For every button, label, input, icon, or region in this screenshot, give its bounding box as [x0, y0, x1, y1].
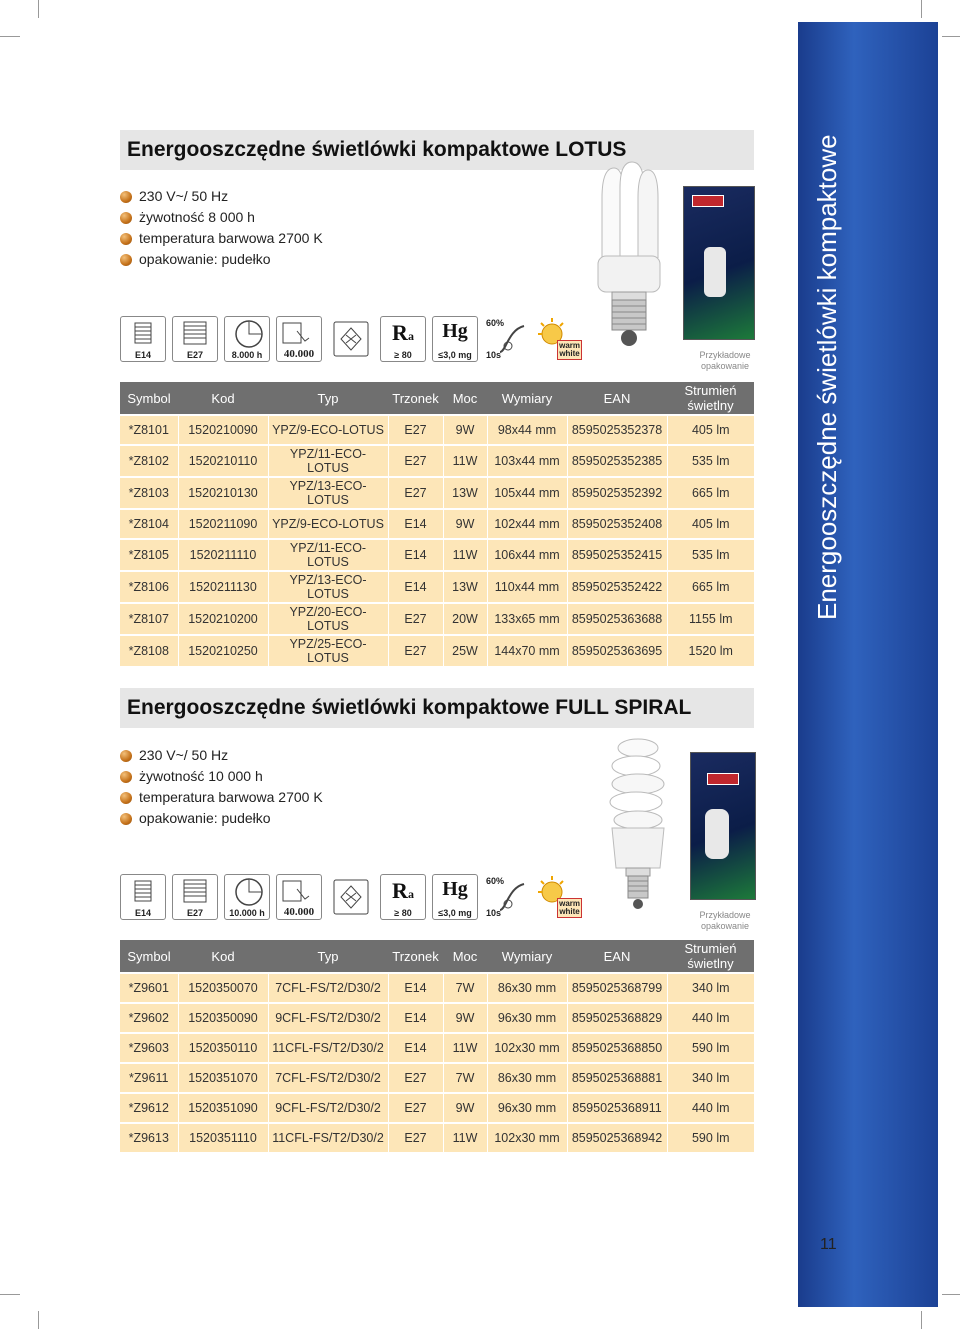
switch-cycles-icon: 40.000 — [276, 316, 322, 362]
table-cell: YPZ/13-ECO-LOTUS — [268, 571, 388, 603]
table-cell: *Z9602 — [120, 1003, 178, 1033]
e14-socket-icon: E14 — [120, 316, 166, 362]
table-cell: *Z8106 — [120, 571, 178, 603]
table-cell: *Z8105 — [120, 539, 178, 571]
table-cell: 13W — [443, 571, 487, 603]
table-row — [120, 539, 754, 571]
ra-index-icon: Ra ≥ 80 — [380, 316, 426, 362]
e27-socket-icon: E27 — [172, 874, 218, 920]
table-cell: 20W — [443, 603, 487, 635]
bullet-text: 230 V~/ 50 Hz — [139, 747, 229, 763]
list-item — [120, 186, 323, 207]
column-header: Kod — [178, 382, 268, 415]
bullet-text: 230 V~/ 50 Hz — [139, 188, 229, 204]
table-cell: 106x44 mm — [487, 539, 567, 571]
table-cell: 9CFL-FS/T2/D30/2 — [268, 1093, 388, 1123]
table-cell: 98x44 mm — [487, 415, 567, 445]
table-cell: E27 — [388, 1123, 443, 1152]
table-cell: YPZ/9-ECO-LOTUS — [268, 415, 388, 445]
table-row — [120, 1123, 754, 1152]
table-cell: 590 lm — [667, 1033, 754, 1063]
table-cell: 11CFL-FS/T2/D30/2 — [268, 1033, 388, 1063]
table-cell: 8595025368942 — [567, 1123, 667, 1152]
table-cell: 13W — [443, 477, 487, 509]
lotus-title: Energooszczędne świetlówki kompaktowe LOTUS — [120, 130, 754, 170]
crop-mark — [0, 1294, 20, 1295]
table-cell: *Z9613 — [120, 1123, 178, 1152]
table-cell: 8595025368829 — [567, 1003, 667, 1033]
table-cell: 1520211090 — [178, 509, 268, 539]
table-cell: 86x30 mm — [487, 1063, 567, 1093]
spiral-bullets — [120, 745, 323, 829]
table-header-row — [120, 382, 754, 415]
table-cell: 535 lm — [667, 445, 754, 477]
list-item — [120, 207, 323, 228]
crop-mark — [942, 1294, 960, 1295]
table-cell: 102x30 mm — [487, 1033, 567, 1063]
table-cell: *Z8104 — [120, 509, 178, 539]
table-cell: 8595025352392 — [567, 477, 667, 509]
table-row — [120, 445, 754, 477]
spiral-table-body — [120, 973, 754, 1152]
column-header: Trzonek — [388, 382, 443, 415]
column-header: Symbol — [120, 382, 178, 415]
table-cell: 25W — [443, 635, 487, 666]
bullet-text: opakowanie: pudełko — [139, 251, 271, 267]
table-cell: *Z8108 — [120, 635, 178, 666]
column-header: Wymiary — [487, 940, 567, 973]
table-cell: E27 — [388, 603, 443, 635]
table-row — [120, 571, 754, 603]
bullet-icon — [120, 212, 132, 224]
packaging-caption: Przykładowe opakowanie — [699, 350, 751, 371]
table-cell: 1520 lm — [667, 635, 754, 666]
warmup-diamond-icon — [328, 874, 374, 920]
table-cell: *Z9601 — [120, 973, 178, 1003]
table-cell: 103x44 mm — [487, 445, 567, 477]
table-cell: 535 lm — [667, 539, 754, 571]
bullet-text: temperatura barwowa 2700 K — [139, 789, 323, 805]
crop-mark — [0, 36, 20, 37]
table-row — [120, 1033, 754, 1063]
table-row — [120, 477, 754, 509]
table-cell: 440 lm — [667, 1003, 754, 1033]
table-cell: 1520350110 — [178, 1033, 268, 1063]
table-cell: YPZ/25-ECO-LOTUS — [268, 635, 388, 666]
table-cell: 1520351110 — [178, 1123, 268, 1152]
table-row — [120, 509, 754, 539]
side-title: Energooszczędne świetlówki kompaktowe — [812, 134, 842, 620]
bullet-text: opakowanie: pudełko — [139, 810, 271, 826]
table-cell: 1520350070 — [178, 973, 268, 1003]
table-cell: YPZ/20-ECO-LOTUS — [268, 603, 388, 635]
table-cell: 11W — [443, 445, 487, 477]
table-cell: 1520211110 — [178, 539, 268, 571]
table-cell: 110x44 mm — [487, 571, 567, 603]
table-cell: 1520210130 — [178, 477, 268, 509]
table-cell: E27 — [388, 445, 443, 477]
bullet-text: temperatura barwowa 2700 K — [139, 230, 323, 246]
table-cell: 405 lm — [667, 415, 754, 445]
table-cell: YPZ/11-ECO-LOTUS — [268, 539, 388, 571]
warmup-diamond-icon — [328, 316, 374, 362]
table-cell: 96x30 mm — [487, 1093, 567, 1123]
table-cell: 96x30 mm — [487, 1003, 567, 1033]
crop-mark — [921, 1311, 922, 1329]
table-cell: E14 — [388, 509, 443, 539]
bullet-icon — [120, 254, 132, 266]
table-cell: E14 — [388, 1033, 443, 1063]
table-cell: *Z8103 — [120, 477, 178, 509]
table-cell: E14 — [388, 1003, 443, 1033]
table-cell: 102x44 mm — [487, 509, 567, 539]
list-item — [120, 249, 323, 270]
column-header: Wymiary — [487, 382, 567, 415]
table-cell: 7CFL-FS/T2/D30/2 — [268, 973, 388, 1003]
lotus-lamp-image — [588, 158, 668, 358]
warm-white-icon: warm white — [536, 316, 582, 362]
table-cell: 7W — [443, 973, 487, 1003]
table-cell: E14 — [388, 571, 443, 603]
table-cell: 340 lm — [667, 1063, 754, 1093]
table-cell: *Z8101 — [120, 415, 178, 445]
column-header: EAN — [567, 382, 667, 415]
bullet-icon — [120, 233, 132, 245]
table-cell: 405 lm — [667, 509, 754, 539]
table-cell: 11W — [443, 1123, 487, 1152]
page-number: 11 — [820, 1236, 837, 1253]
list-item — [120, 228, 323, 249]
column-header: Typ — [268, 382, 388, 415]
ra-index-icon: Ra ≥ 80 — [380, 874, 426, 920]
bullet-text: żywotność 8 000 h — [139, 209, 255, 225]
table-cell: 1155 lm — [667, 603, 754, 635]
bullet-icon — [120, 813, 132, 825]
table-row — [120, 1063, 754, 1093]
list-item — [120, 808, 323, 829]
table-cell: E14 — [388, 539, 443, 571]
crop-mark — [38, 1311, 39, 1329]
table-cell: *Z9612 — [120, 1093, 178, 1123]
table-cell: 8595025352415 — [567, 539, 667, 571]
warmup-time-icon: 60% 10s — [484, 316, 530, 362]
list-item — [120, 766, 323, 787]
lotus-table — [120, 382, 754, 666]
column-header: Moc — [443, 940, 487, 973]
bullet-icon — [120, 792, 132, 804]
table-cell: 9W — [443, 415, 487, 445]
table-cell: 9W — [443, 1093, 487, 1123]
table-cell: 7CFL-FS/T2/D30/2 — [268, 1063, 388, 1093]
table-cell: 340 lm — [667, 973, 754, 1003]
table-cell: 665 lm — [667, 477, 754, 509]
lotus-table-body — [120, 415, 754, 666]
switch-cycles-icon: 40.000 — [276, 874, 322, 920]
lifetime-clock-icon: 10.000 h — [224, 874, 270, 920]
table-cell: 8595025352385 — [567, 445, 667, 477]
lotus-bullets — [120, 186, 323, 270]
column-header: Typ — [268, 940, 388, 973]
column-header: EAN — [567, 940, 667, 973]
mercury-icon: Hg ≤3,0 mg — [432, 316, 478, 362]
column-header: Trzonek — [388, 940, 443, 973]
list-item — [120, 745, 323, 766]
table-cell: 9W — [443, 509, 487, 539]
table-cell: 8595025352422 — [567, 571, 667, 603]
table-cell: 133x65 mm — [487, 603, 567, 635]
table-cell: 1520211130 — [178, 571, 268, 603]
table-cell: 8595025368911 — [567, 1093, 667, 1123]
e14-socket-icon: E14 — [120, 874, 166, 920]
e27-socket-icon: E27 — [172, 316, 218, 362]
table-cell: 144x70 mm — [487, 635, 567, 666]
lotus-icon-row — [120, 316, 582, 362]
table-cell: E27 — [388, 635, 443, 666]
crop-mark — [942, 36, 960, 37]
column-header: Kod — [178, 940, 268, 973]
table-cell: 8595025363695 — [567, 635, 667, 666]
column-header: Moc — [443, 382, 487, 415]
table-cell: 11W — [443, 1033, 487, 1063]
table-cell: 1520210250 — [178, 635, 268, 666]
bullet-icon — [120, 750, 132, 762]
warmup-time-icon: 60% 10s — [484, 874, 530, 920]
table-cell: 1520351090 — [178, 1093, 268, 1123]
table-cell: 1520210090 — [178, 415, 268, 445]
table-cell: 7W — [443, 1063, 487, 1093]
lifetime-clock-icon: 8.000 h — [224, 316, 270, 362]
table-cell: 8595025368799 — [567, 973, 667, 1003]
table-cell: 8595025368881 — [567, 1063, 667, 1093]
table-cell: *Z8107 — [120, 603, 178, 635]
crop-mark — [921, 0, 922, 18]
table-cell: *Z9603 — [120, 1033, 178, 1063]
table-cell: 86x30 mm — [487, 973, 567, 1003]
table-cell: E27 — [388, 1063, 443, 1093]
table-cell: YPZ/11-ECO-LOTUS — [268, 445, 388, 477]
packaging-box-image — [683, 186, 755, 340]
table-row — [120, 603, 754, 635]
table-row — [120, 415, 754, 445]
spiral-lamp-image — [598, 732, 678, 912]
table-cell: *Z8102 — [120, 445, 178, 477]
bullet-icon — [120, 191, 132, 203]
list-item — [120, 787, 323, 808]
table-cell: E27 — [388, 477, 443, 509]
table-row — [120, 635, 754, 666]
table-cell: 8595025368850 — [567, 1033, 667, 1063]
table-cell: E14 — [388, 973, 443, 1003]
table-cell: 1520351070 — [178, 1063, 268, 1093]
table-row — [120, 973, 754, 1003]
column-header: Strumień świetlny — [667, 940, 754, 973]
table-cell: 11CFL-FS/T2/D30/2 — [268, 1123, 388, 1152]
table-cell: 665 lm — [667, 571, 754, 603]
spiral-icon-row — [120, 874, 582, 920]
bullet-text: żywotność 10 000 h — [139, 768, 263, 784]
table-cell: 1520350090 — [178, 1003, 268, 1033]
table-cell: 590 lm — [667, 1123, 754, 1152]
packaging-box-image — [690, 752, 756, 900]
bullet-icon — [120, 771, 132, 783]
table-cell: 102x30 mm — [487, 1123, 567, 1152]
table-cell: *Z9611 — [120, 1063, 178, 1093]
table-cell: 8595025352378 — [567, 415, 667, 445]
spiral-table — [120, 940, 754, 1152]
mercury-icon: Hg ≤3,0 mg — [432, 874, 478, 920]
table-cell: 9W — [443, 1003, 487, 1033]
table-header-row — [120, 940, 754, 973]
column-header: Symbol — [120, 940, 178, 973]
table-cell: E27 — [388, 1093, 443, 1123]
table-cell: 105x44 mm — [487, 477, 567, 509]
column-header: Strumień świetlny — [667, 382, 754, 415]
warm-white-icon: warm white — [536, 874, 582, 920]
table-cell: 440 lm — [667, 1093, 754, 1123]
table-cell: 1520210110 — [178, 445, 268, 477]
table-row — [120, 1093, 754, 1123]
table-cell: YPZ/9-ECO-LOTUS — [268, 509, 388, 539]
table-cell: 11W — [443, 539, 487, 571]
table-row — [120, 1003, 754, 1033]
spiral-title: Energooszczędne świetlówki kompaktowe FULL SPIRAL — [120, 688, 754, 728]
packaging-caption: Przykładowe opakowanie — [699, 910, 751, 931]
table-cell: 8595025363688 — [567, 603, 667, 635]
crop-mark — [38, 0, 39, 18]
table-cell: 8595025352408 — [567, 509, 667, 539]
table-cell: 9CFL-FS/T2/D30/2 — [268, 1003, 388, 1033]
table-cell: YPZ/13-ECO-LOTUS — [268, 477, 388, 509]
table-cell: 1520210200 — [178, 603, 268, 635]
table-cell: E27 — [388, 415, 443, 445]
